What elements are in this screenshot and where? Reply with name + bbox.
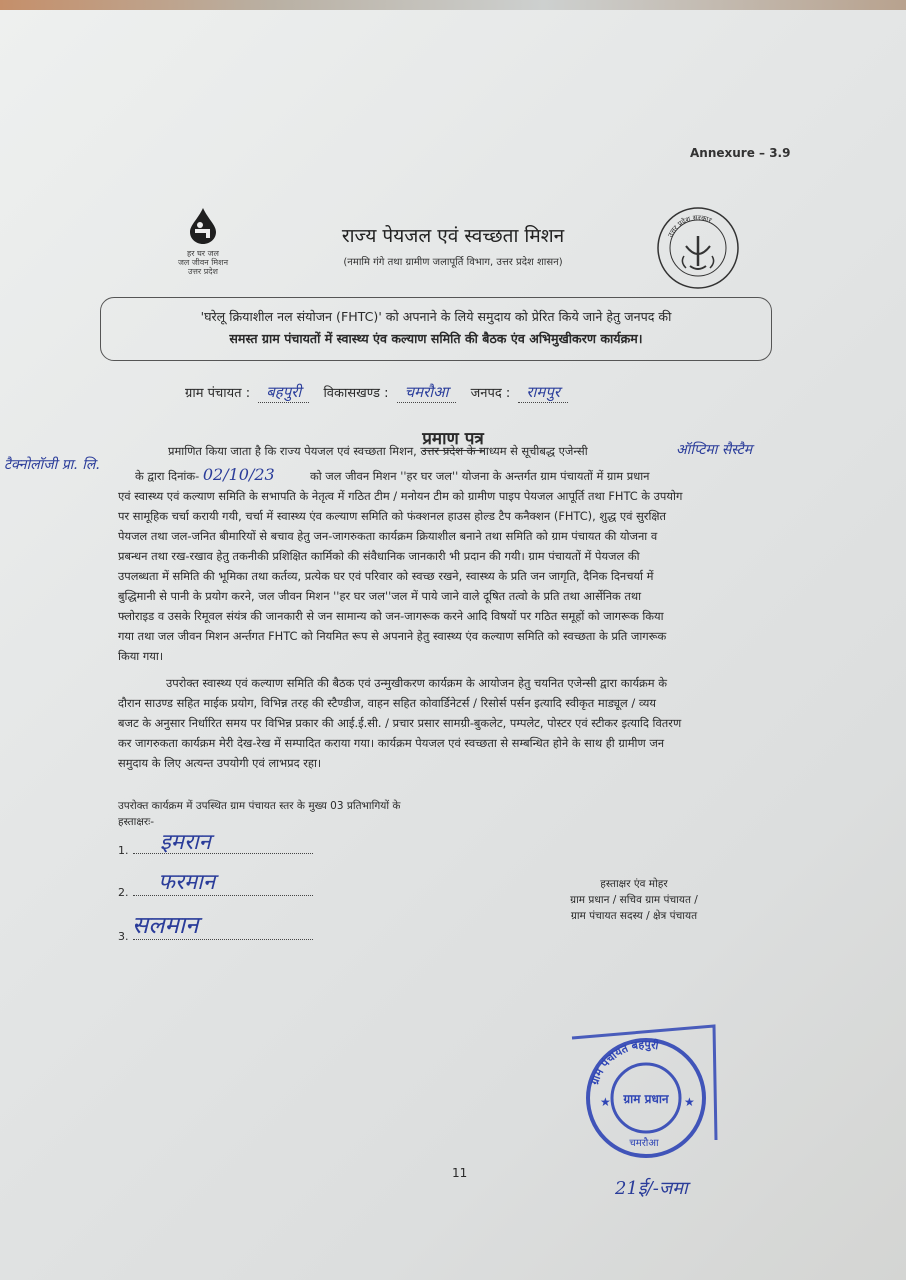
janpad-value: रामपुर — [518, 382, 568, 403]
para1-line-9: फ्लोराइड व उसके रिमूवल संयंत्र की जानकारी से जन सामान्य को जन-जागरूक करने आदि विषयों पर गठित समूहों को जागरूक किया — [118, 609, 664, 623]
official-sign-label-1: हस्ताक्षर एंव मोहर — [600, 878, 668, 890]
handwritten-agency-1: ऑप्टिमा सैस्टैम — [676, 442, 753, 458]
para1-line-5: पेयजल तथा जल-जनित बीमारियों से बचाव हेतु जन-जागरुकता कार्यक्रम क्रियाशील बनाने तथा समिति को ग्राम पंचायत की योजना व — [118, 529, 658, 543]
para1-line-2a: के द्वारा दिनांक- — [135, 469, 200, 483]
handwritten-note: 21ई/-जमा — [615, 1178, 688, 1199]
official-signature-block — [534, 876, 734, 924]
program-notice-box — [100, 297, 772, 361]
notice-line-1: 'घरेलू क्रियाशील नल संयोजन (FHTC)' को अपनाने के लिये समुदाय को प्रेरित किये जाने हेतु जनपद की — [200, 309, 672, 324]
para1-line-3: एवं स्वास्थ्य एवं कल्याण समिति के सभापति के नेतृत्व में गठित टीम / मनोयन टीम को ग्रामीण पाइप पेयजल आपूर्ति तथा FHTC के उपयोग — [118, 489, 683, 503]
mission-title: राज्य पेयजल एवं स्वच्छता मिशन — [341, 225, 565, 247]
stamp-star-right-icon: ★ — [684, 1095, 695, 1109]
signature-line-2 — [118, 886, 313, 899]
page-edge — [0, 0, 906, 10]
gram-panchayat-value: बहपुरी — [258, 382, 309, 403]
vikas-khand-label: विकासखण्ड : — [323, 386, 389, 401]
official-sign-label-2: ग्राम प्रधान / सचिव ग्राम पंचायत / — [570, 894, 698, 906]
signature-number-3: 3. — [118, 930, 129, 943]
signature-1: इमरान — [160, 830, 211, 855]
stamp-star-left-icon: ★ — [600, 1095, 611, 1109]
para2-line-2: दौरान साउण्ड सहित माईक प्रयोग, विभिन्न तरह की स्टैण्डीज, वाहन सहित कोवार्डिनेटर्स / रिसोर्स पर्सन इत्यादि स्वीकृत माड्यूल / व्यय — [118, 696, 656, 710]
annexure-label: Annexure – 3.9 — [690, 146, 791, 160]
participants-label-1: उपरोक्त कार्यक्रम में उपस्थित ग्राम पंचायत स्तर के मुख्य 03 प्रतिभागियों के — [118, 800, 401, 812]
para1-line-7: उपलब्धता में समिति की भूमिका तथा कर्तव्य, प्रत्येक घर एवं परिवार को स्वच्छ रखने, स्वास्थ्य के प्रति जन जागृति, दैनिक दिनचर्या में — [118, 569, 654, 583]
logo-text-2: जल जीवन मिशन — [177, 258, 229, 267]
emblem-text: उत्तर प्रदेश सरकार — [666, 213, 713, 239]
location-fields — [185, 382, 578, 403]
para1-line-6: प्रबन्धन तथा रख-रखाव हेतु तकनीकी प्रशिक्षित कार्मिको की संवैधानिक जानकारी भी प्रदान की गयी। ग्राम पंचायतों में पेयजल की — [118, 549, 640, 563]
certificate-title-text: प्रमाण पत्र — [422, 429, 484, 449]
signature-3: सलमान — [132, 911, 199, 939]
gram-panchayat-label: ग्राम पंचायत : — [185, 386, 251, 401]
janpad-label: जनपद : — [470, 386, 511, 401]
official-sign-label-3: ग्राम पंचायत सदस्य / क्षेत्र पंचायत — [570, 910, 698, 922]
signature-number-1: 1. — [118, 844, 129, 857]
signature-number-2: 2. — [118, 886, 129, 899]
handwritten-agency-2: टैक्नोलॉजी प्रा. लि. — [4, 457, 100, 473]
stamp-outer-text: ग्राम पंचायत बहपुरी — [587, 1037, 660, 1087]
para2-line-1: उपरोक्त स्वास्थ्य एवं कल्याण समिति की बैठक एवं उन्मुखीकरण कार्यक्रम के आयोजन हेतु चयनित एजेन्सी द्वारा कार्यक्रम के — [166, 676, 667, 690]
panchayat-stamp-icon — [564, 1020, 720, 1170]
stamp-inner-text: ग्राम प्रधान — [623, 1092, 669, 1106]
para2-line-4: कर जागरुकता कार्यक्रम मेरी देख-रेख में सम्पादित कराया गया। कार्यक्रम पेयजल एवं स्वच्छता से सम्बन्धित होने के साथ ही ग्रामीण जन — [118, 736, 665, 750]
para1-line-2 — [135, 465, 775, 486]
up-government-emblem-icon — [656, 206, 740, 290]
para1-line-4: पर सामूहिक चर्चा करायी गयी, चर्चा में स्वास्थ्य एंव कल्याण समिति को फंक्शनल हाउस होल्ड टैप कनैक्शन (FHTC), शुद्ध एवं सुरक्षित — [118, 509, 667, 523]
logo-text-1: हर घर जल — [187, 249, 219, 258]
stamp-bottom-text: चमरौआ — [629, 1138, 659, 1149]
para1-line-10: गया तथा जल जीवन मिशन अर्न्तगत FHTC को नियमित रूप से अपनाने हेतु स्वास्थ्य एंव कल्याण समिति को स्वच्छता के प्रति जागरूक — [118, 629, 667, 643]
vikas-khand-value: चमरौआ — [397, 382, 457, 403]
mission-subtitle: (नमामि गंगे तथा ग्रामीण जलापूर्ति विभाग, उत्तर प्रदेश शासन) — [343, 257, 563, 268]
signature-2: फरमान — [158, 870, 216, 895]
para2-line-3: बजट के अनुसार निर्धारित समय पर विभिन्न प्रकार की आई.ई.सी. / प्रचार प्रसार सामग्री-बुकलेट, पम्पलेट, पोस्टर एवं स्टीकर इत्यादि वितरण — [118, 716, 682, 730]
para1-line-1: प्रमाणित किया जाता है कि राज्य पेयजल एवं स्वच्छता मिशन, उत्तर प्रदेश के माध्यम से सूचीबद्ध एजेन्सी — [168, 444, 588, 458]
participants-label-2: हस्ताक्षरः- — [118, 816, 155, 828]
para2-line-5: समुदाय के लिए अत्यन्त उपयोगी एवं लाभप्रद रहा। — [118, 756, 322, 770]
para1-line-11: किया गया। — [118, 649, 164, 663]
notice-line-2: समस्त ग्राम पंचायतों में स्वास्थ्य एंव कल्याण समिति की बैठक एंव अभिमुखीकरण कार्यक्रम। — [229, 331, 643, 346]
para1-line-8: बुद्धिमानी से पानी के प्रयोग करने, जल जीवन मिशन ''हर घर जल''जल में पाये जाने वाले दूषित तत्वो के प्रति तथा आर्सेनिक तथा — [118, 589, 642, 603]
handwritten-date: 02/10/23 — [202, 465, 275, 484]
page-number: 11 — [452, 1166, 468, 1180]
signature-line-1 — [118, 844, 313, 857]
para1-line-2b: को जल जीवन मिशन ''हर घर जल'' योजना के अन्तर्गत ग्राम पंचायतों में ग्राम प्रधान — [309, 469, 650, 483]
logo-text-3: उत्तर प्रदेश — [188, 267, 218, 276]
